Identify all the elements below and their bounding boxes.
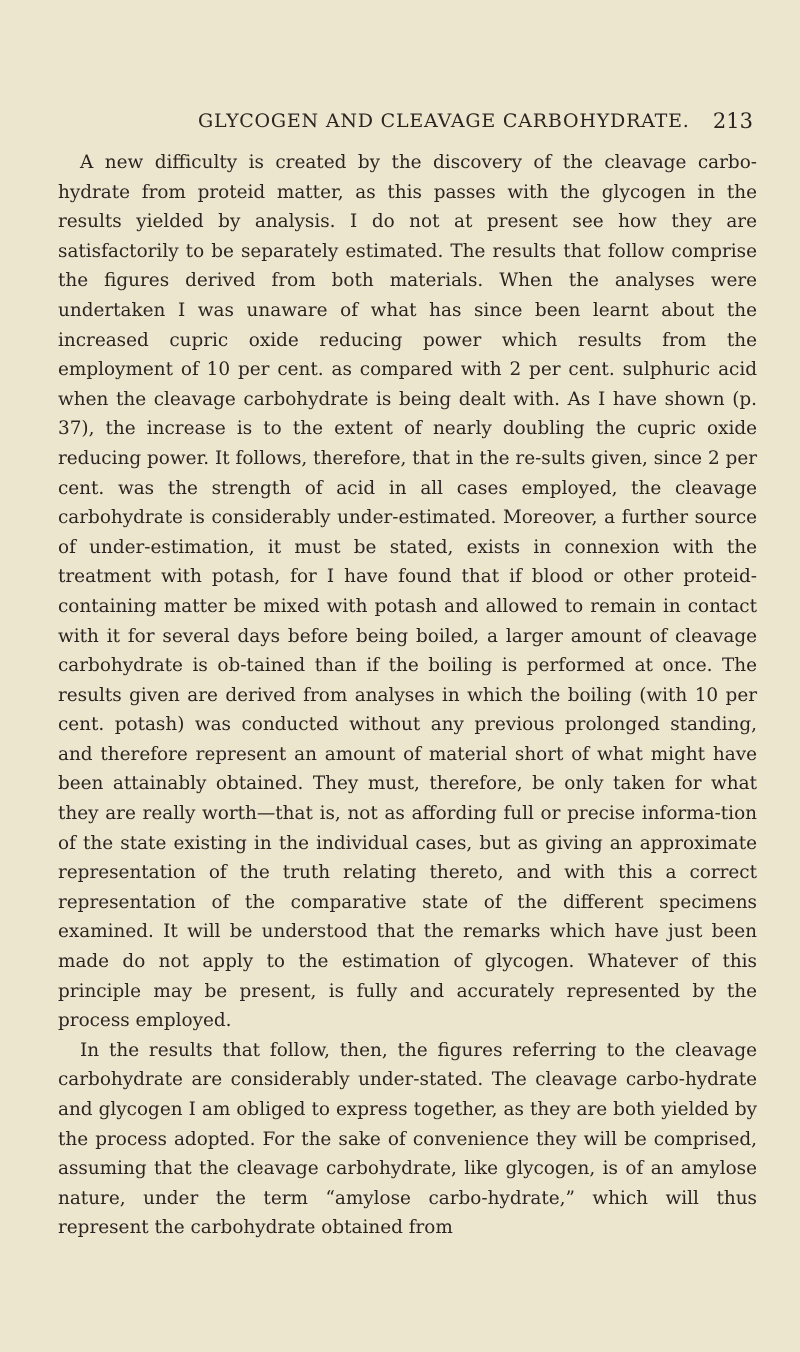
- paragraph: A new difficulty is created by the discovery of the cleavage carbo-hydrate from proteid matter, as this passes with the glycogen in the results yielded by analysis. I do not at present see how they are satisfactorily to be separately estimated. The results that follow comprise the figures derived from both materials. When the analyses were undertaken I was unaware of what has since been learnt about the increased cupric oxide reducing power which results from the employment of 10 per cent. as compared with 2 per cent. sulphuric acid when the cleavage carbohydrate is being dealt with. As I have shown (p. 37), the increase is to the extent of nearly doubling the cupric oxide reducing power. It follows, therefore, that in the re-sults given, since 2 per cent. was the strength of acid in all cases employed, the cleavage carbohydrate is considerably under-estimated. Moreover, a further source of under-estimation, it must be stated, exists in connexion with the treatment with potash, for I have found that if blood or other proteid-containing matter be mixed with potash and allowed to remain in contact with it for several days before being boiled, a larger amount of cleavage carbohydrate is ob-tained than if the boiling is performed at once. The results given are derived from analyses in which the boiling (with 10 per cent. potash) was conducted without any previous prolonged standing, and therefore represent an amount of material short of what might have been attainably obtained. They must, therefore, be only taken for what they are really worth—that is, not as affording full or precise informa-tion of the state existing in the individual cases, but as giving an approximate representation of the truth relating thereto, and with this a correct representation of the comparative state of the different specimens examined. It will be understood that the remarks which have just been made do not apply to the estimation of glycogen. Whatever of this principle may be present, is fully and accurately represented by the process employed.: [58, 152, 757, 1032]
- page-number: 213: [712, 109, 753, 133]
- running-title: GLYCOGEN AND CLEAVAGE CARBOHYDRATE.: [198, 110, 690, 132]
- body-text: [58, 148, 757, 1243]
- running-head: [58, 110, 753, 140]
- paragraph: In the results that follow, then, the figures referring to the cleavage carbohydrate are considerably under-stated. The cleavage carbo-hydrate and glycogen I am obliged to express together, as they are both yielded by the process adopted. For the sake of convenience they will be comprised, assuming that the cleavage carbohydrate, like glycogen, is of an amylose nature, under the term “amylose carbo-hydrate,” which will thus represent the carbohydrate obtained from: [58, 1039, 757, 1239]
